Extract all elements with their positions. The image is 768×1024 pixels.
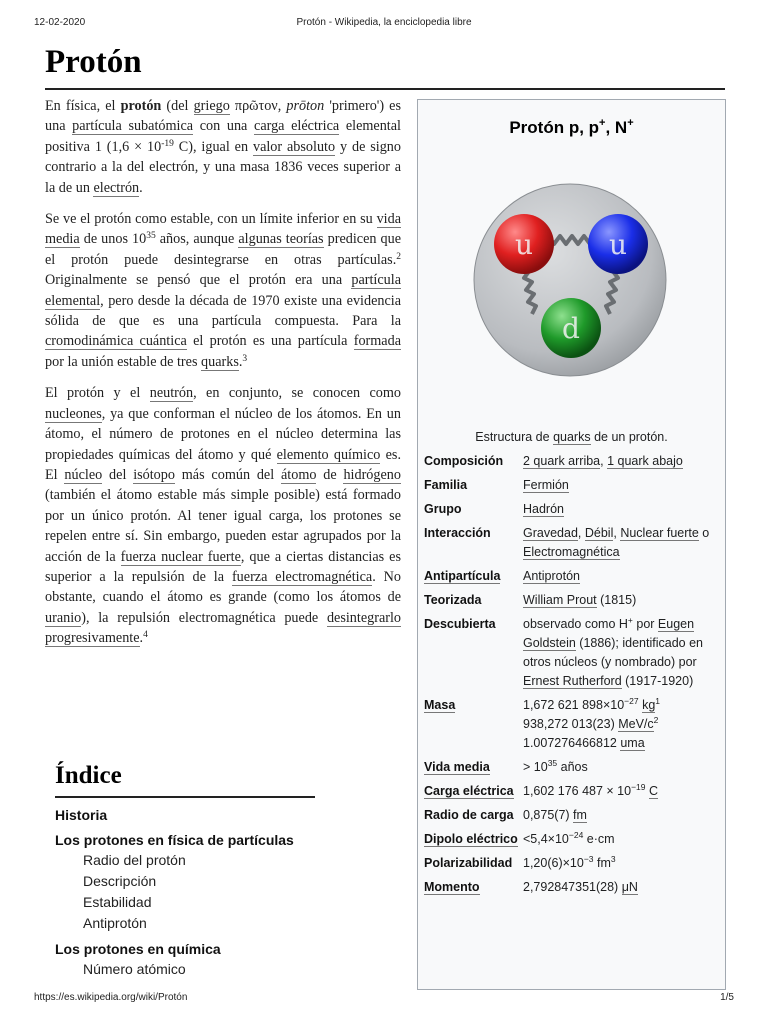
text: (1886); identificado en otros núcleos (y nombrado) por	[523, 636, 703, 669]
label-familia: Familia	[424, 478, 468, 492]
label-antiparticula	[424, 567, 523, 586]
link-quark-abajo[interactable]: 1 quark abajo	[607, 454, 683, 468]
paragraph-intro	[45, 96, 401, 198]
label-descubierta: Descubierta	[424, 617, 496, 631]
text: por	[632, 617, 658, 631]
value-polarizabilidad	[523, 854, 722, 873]
text: o	[698, 526, 710, 540]
link-vida-media-label[interactable]: Vida media	[424, 760, 490, 774]
reference-1[interactable]: 1	[655, 696, 660, 706]
print-footer	[34, 992, 734, 1006]
infobox	[417, 99, 726, 990]
text: Estructura de	[475, 430, 554, 444]
label-interaccion: Interacción	[424, 526, 491, 540]
text: .	[139, 630, 144, 647]
link-hidrogeno[interactable]: hidrógeno	[343, 466, 401, 483]
toc-item-historia[interactable]: Historia	[55, 807, 108, 823]
link-vida-media[interactable]: vida media	[45, 211, 401, 248]
text: 0,875(7)	[523, 808, 574, 822]
toc-subitem-radio[interactable]: Radio del protón	[83, 852, 186, 868]
label-grupo: Grupo	[424, 502, 462, 516]
link-fuerza-electromagnetica[interactable]: fuerza electromagnética	[231, 568, 373, 585]
text: (también el átomo estable más simple posible) está formado por un único protón. Al tener igual carga, los protones se repelen entre sí. Sin embargo, pueden estar agrupados por la acción de la	[45, 487, 401, 565]
link-particula-subatomica[interactable]: partícula subatómica	[72, 118, 194, 135]
text: de un protón.	[590, 430, 668, 444]
link-fm[interactable]: fm	[573, 808, 587, 822]
link-carga-label[interactable]: Carga eléctrica	[424, 784, 514, 798]
value-dipolo	[523, 830, 722, 849]
link-kg[interactable]: kg	[642, 698, 656, 712]
reference-2[interactable]: 2	[396, 251, 401, 262]
text: El protón y el	[45, 385, 150, 402]
toc-subitem-estabilidad[interactable]: Estabilidad	[83, 894, 152, 910]
value-masa	[523, 696, 722, 753]
toc-subitem-descripcion[interactable]: Descripción	[83, 873, 157, 889]
text: años, aunque	[155, 231, 239, 248]
value-carga	[523, 782, 722, 801]
text: , en conjunto, se conocen como	[193, 385, 401, 402]
link-momento-label[interactable]: Momento	[424, 880, 480, 894]
article-body	[45, 96, 401, 660]
link-fermion[interactable]: Fermión	[523, 478, 569, 492]
link-eugen-goldstein[interactable]: Eugen Goldstein	[523, 617, 695, 650]
text: el protón es una partícula	[186, 333, 354, 350]
text: Se ve el protón como estable, con un límite inferior en su	[45, 211, 377, 228]
superscript: 3	[610, 854, 616, 864]
link-quarks[interactable]: quarks	[201, 353, 239, 370]
text: 1,602 176 487 × 10	[523, 784, 632, 798]
quark-label-u1: u	[514, 228, 534, 261]
superscript: −24	[568, 830, 584, 840]
toc-subitem-numero-atomico[interactable]: Número atómico	[83, 961, 186, 977]
label-polarizabilidad: Polarizabilidad	[424, 856, 513, 870]
value-momento	[523, 878, 722, 897]
link-mev[interactable]: MeV/c	[618, 717, 654, 731]
text: (1815)	[596, 593, 637, 607]
link-nucleones[interactable]: nucleones	[45, 405, 102, 422]
toc-subitem-antiproton[interactable]: Antiprotón	[83, 915, 147, 931]
text: por la unión estable de tres	[45, 353, 202, 370]
text: C), igual en	[173, 138, 253, 155]
link-debil[interactable]: Débil	[584, 526, 614, 540]
quark-label-d: d	[562, 312, 580, 345]
text: observado como H	[523, 617, 628, 631]
toc-item-quimica[interactable]: Los protones en química	[55, 941, 221, 957]
link-elemento-quimico[interactable]: elemento químico	[276, 446, 381, 463]
superscript: −3	[583, 854, 594, 864]
term-proton-greek: prōton	[286, 98, 325, 114]
text: 2,792847351(28)	[523, 880, 622, 894]
label-carga	[424, 782, 523, 801]
link-fuerza-nuclear-fuerte[interactable]: fuerza nuclear fuerte	[120, 548, 241, 565]
value-familia	[523, 476, 722, 495]
label-dipolo	[424, 830, 523, 849]
diagram-caption	[418, 430, 725, 444]
link-formada[interactable]: formada	[353, 333, 401, 350]
text: predicen que el protón puede desintegrarse en otras partículas.	[45, 231, 401, 268]
text: Originalmente se pensó que el protón era una	[45, 272, 352, 289]
link-valor-absoluto[interactable]: valor absoluto	[252, 138, 336, 155]
row-descubierta	[424, 615, 722, 691]
link-nuclear-fuerte[interactable]: Nuclear fuerte	[620, 526, 699, 540]
link-quark-arriba[interactable]: 2 quark arriba	[523, 454, 601, 468]
text: , que a ciertas distancias es superior a la repulsión de la	[45, 548, 401, 585]
reference-4[interactable]: 4	[143, 630, 148, 641]
link-cromodinamica-cuantica[interactable]: cromodinámica cuántica	[45, 333, 187, 350]
link-dipolo-label[interactable]: Dipolo eléctrico	[424, 832, 518, 846]
link-masa-label[interactable]: Masa	[424, 698, 456, 712]
link-uranio[interactable]: uranio	[45, 609, 82, 626]
link-carga-electrica[interactable]: carga eléctrica	[254, 118, 340, 135]
text: fm	[593, 856, 611, 870]
link-neutron[interactable]: neutrón	[149, 385, 194, 402]
print-header	[34, 17, 734, 31]
toc-title: Índice	[55, 762, 122, 789]
link-electromagnetica[interactable]: Electromagnética	[523, 545, 620, 559]
link-william-prout[interactable]: William Prout	[523, 593, 597, 607]
text: .	[238, 353, 243, 370]
row-grupo	[424, 500, 722, 519]
row-polarizabilidad	[424, 854, 722, 873]
link-quarks-caption[interactable]: quarks	[553, 430, 591, 444]
link-desintegrarlo[interactable]: desintegrarlo progresivamente	[45, 609, 401, 647]
row-carga	[424, 782, 722, 801]
text: ,	[613, 526, 621, 540]
text: del	[102, 466, 134, 483]
title-divider	[45, 88, 725, 90]
value-radio	[523, 806, 722, 825]
row-momento	[424, 878, 722, 897]
text: . No obstante, cuando el átomo es grande (como los átomos de	[45, 568, 402, 606]
label-radio: Radio de carga	[424, 808, 514, 822]
text: con una	[193, 118, 255, 135]
text: ), la repulsión electromagnética puede	[81, 609, 327, 626]
text: Protón p, p	[509, 118, 600, 137]
link-antiparticula-label[interactable]: Antipartícula	[424, 569, 501, 583]
link-uma[interactable]: uma	[620, 736, 645, 750]
superscript: 35	[146, 231, 156, 242]
text: 'primero') es una	[45, 98, 401, 135]
toc-divider	[55, 796, 315, 798]
link-griego[interactable]: griego	[193, 98, 230, 114]
text: , ya que conforman el núcleo de los átomos. En un átomo, el número de protones en el núcleo determina las propiedades químicas del átomo y qué	[45, 405, 401, 463]
text: (1917-1920)	[621, 674, 694, 688]
text: y de signo contrario a la del electrón, y una masa 1836 veces superior a la de un	[45, 138, 401, 196]
label-teorizada: Teorizada	[424, 593, 482, 607]
link-algunas-teorias[interactable]: algunas teorías	[238, 231, 324, 248]
text: .	[139, 179, 143, 196]
superscript: +	[599, 117, 606, 129]
paragraph-nucleons	[45, 383, 401, 648]
print-page-number: 1/5	[720, 992, 734, 1003]
text: 1.007276466812	[523, 736, 621, 750]
text: <5,4×10	[523, 832, 569, 846]
row-antiparticula	[424, 567, 722, 586]
print-document-title: Protón - Wikipedia, la enciclopedia libre	[296, 17, 472, 28]
row-masa	[424, 696, 722, 753]
label-vida-media	[424, 758, 523, 777]
page-title: Protón	[45, 44, 142, 80]
text: elemental positiva 1 (1,6 × 10	[45, 118, 401, 155]
masa-uma	[523, 734, 722, 753]
text: , N	[605, 118, 628, 137]
superscript: +	[627, 117, 634, 129]
superscript: 35	[547, 758, 558, 768]
quark-label-u2: u	[608, 228, 628, 261]
superscript: −19	[631, 782, 646, 792]
text: , pero desde la década de 1970 existe una evidencia sólida de que es una partícula compuesta. Para la	[45, 292, 401, 330]
paragraph-stability	[45, 209, 401, 372]
superscript: 2	[653, 715, 659, 725]
link-hadron[interactable]: Hadrón	[523, 502, 564, 516]
link-gravedad[interactable]: Gravedad	[523, 526, 578, 540]
text: 1,20(6)×10	[523, 856, 584, 870]
row-vida-media	[424, 758, 722, 777]
row-interaccion	[424, 524, 722, 562]
text: (del	[161, 98, 194, 114]
table-of-contents	[55, 762, 315, 980]
row-teorizada	[424, 591, 722, 610]
link-electron[interactable]: electrón	[93, 179, 140, 196]
value-descubierta	[523, 615, 722, 691]
link-antiproton[interactable]: Antiprotón	[523, 569, 580, 583]
print-url: https://es.wikipedia.org/wiki/Protón	[34, 992, 188, 1003]
superscript: −27	[624, 696, 639, 706]
text: ,	[600, 454, 608, 468]
label-composicion: Composición	[424, 454, 504, 468]
value-grupo	[523, 500, 722, 519]
text: de unos 10	[79, 231, 147, 248]
infobox-properties	[424, 452, 722, 902]
value-interaccion	[523, 524, 722, 562]
text: más común del	[174, 466, 281, 483]
toc-item-fisica-particulas[interactable]: Los protones en física de partículas	[55, 832, 294, 848]
link-atomo[interactable]: átomo	[280, 466, 317, 483]
text: es. El	[45, 446, 401, 483]
text: > 10	[523, 760, 548, 774]
value-vida-media	[523, 758, 722, 777]
text: e·cm	[583, 832, 615, 846]
text: años	[557, 760, 588, 774]
value-antiparticula	[523, 567, 722, 586]
infobox-title	[418, 118, 725, 138]
link-isotopo[interactable]: isótopo	[133, 466, 175, 483]
link-coulomb[interactable]: C	[649, 784, 659, 798]
term-proton: protón	[120, 98, 162, 114]
text: ,	[577, 526, 585, 540]
print-date: 12-02-2020	[34, 17, 86, 28]
text: 1,672 621 898×10	[523, 698, 625, 712]
link-magneton-nuclear[interactable]: μN	[621, 880, 638, 894]
value-teorizada	[523, 591, 722, 610]
link-ernest-rutherford[interactable]: Ernest Rutherford	[523, 674, 622, 688]
text: πρῶτον,	[229, 98, 287, 114]
row-familia	[424, 476, 722, 495]
superscript: -19	[161, 138, 174, 149]
label-masa	[424, 696, 523, 753]
label-momento	[424, 878, 523, 897]
quark-structure-diagram[interactable]	[472, 182, 668, 378]
text: 938,272 013(23)	[523, 717, 619, 731]
masa-mev	[523, 715, 722, 734]
row-radio	[424, 806, 722, 825]
value-composicion	[523, 452, 722, 471]
superscript: +	[627, 615, 633, 625]
link-particula-elemental[interactable]: partícula elemental	[45, 272, 401, 309]
row-dipolo	[424, 830, 722, 849]
text: de	[316, 466, 344, 483]
row-composicion	[424, 452, 722, 471]
masa-kg	[523, 696, 722, 715]
reference-3[interactable]: 3	[242, 353, 248, 364]
text: En física, el	[45, 98, 121, 114]
link-nucleo[interactable]: núcleo	[64, 466, 103, 483]
